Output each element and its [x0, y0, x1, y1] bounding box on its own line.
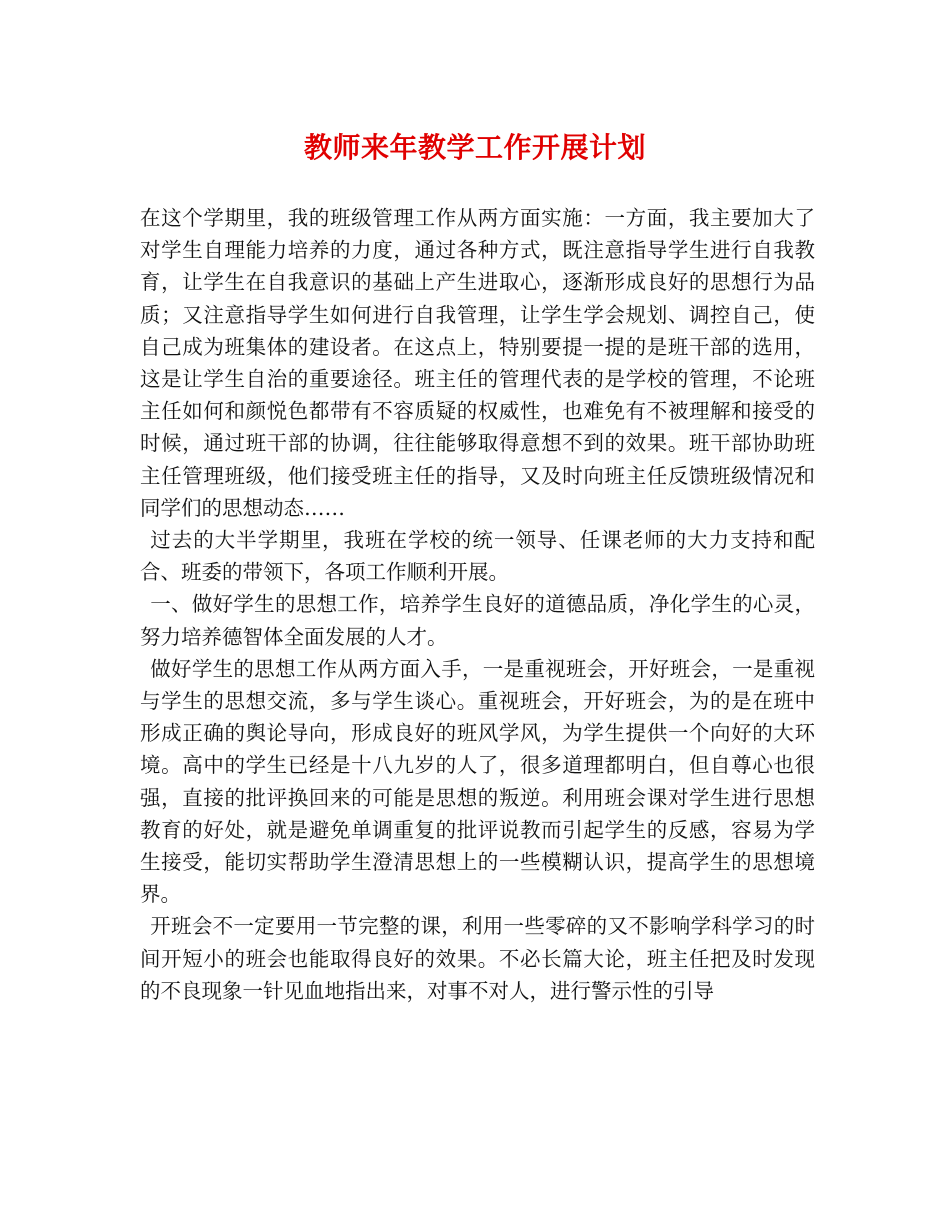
paragraph-2: 过去的大半学期里，我班在学校的统一领导、任课老师的大力支持和配合、班委的带领下，各项工作顺利开展。 [140, 528, 815, 585]
document-title: 教师来年教学工作开展计划 [303, 131, 646, 164]
paragraph-1: 在这个学期里，我的班级管理工作从两方面实施：一方面，我主要加大了对学生自理能力培养的力度，通过各种方式，既注意指导学生进行自我教育，让学生在自我意识的基础上产生进取心，逐渐形成良好的思想行为品质；又注意指导学生如何进行自我管理，让学生学会规划、调控自己，使自己成为班集体的建设者。在这点上，特别要提一提的是班干部的选用，这是让学生自治的重要途径。班主任的管理代表的是学校的管理，不论班主任如何和颜悦色都带有不容质疑的权威性，也难免有不被理解和接受的时候，通过班干部的协调，往往能够取得意想不到的效果。班干部协助班主任管理班级，他们接受班主任的指导，又及时向班主任反馈班级情况和同学们的思想动态…… [140, 206, 815, 520]
paragraph-4: 做好学生的思想工作从两方面入手，一是重视班会，开好班会，一是重视与学生的思想交流，多与学生谈心。重视班会，开好班会，为的是在班中形成正确的舆论导向，形成良好的班风学风，为学生提供一个向好的大环境。高中的学生已经是十八九岁的人了，很多道理都明白，但自尊心也很强，直接的批评换回来的可能是思想的叛逆。利用班会课对学生进行思想教育的好处，就是避免单调重复的批评说教而引起学生的反感，容易为学生接受，能切实帮助学生澄清思想上的一些模糊认识，提高学生的思想境界。 [140, 656, 815, 907]
paragraph-3-heading: 一、做好学生的思想工作，培养学生良好的道德品质，净化学生的心灵，努力培养德智体全面发展的人才。 [140, 592, 815, 649]
document-body [140, 202, 815, 1007]
paragraph-5: 开班会不一定要用一节完整的课，利用一些零碎的又不影响学科学习的时间开短小的班会也能取得良好的效果。不必长篇大论，班主任把及时发现的不良现象一针见血地指出来，对事不对人，进行警示性的引导 [140, 914, 815, 1003]
